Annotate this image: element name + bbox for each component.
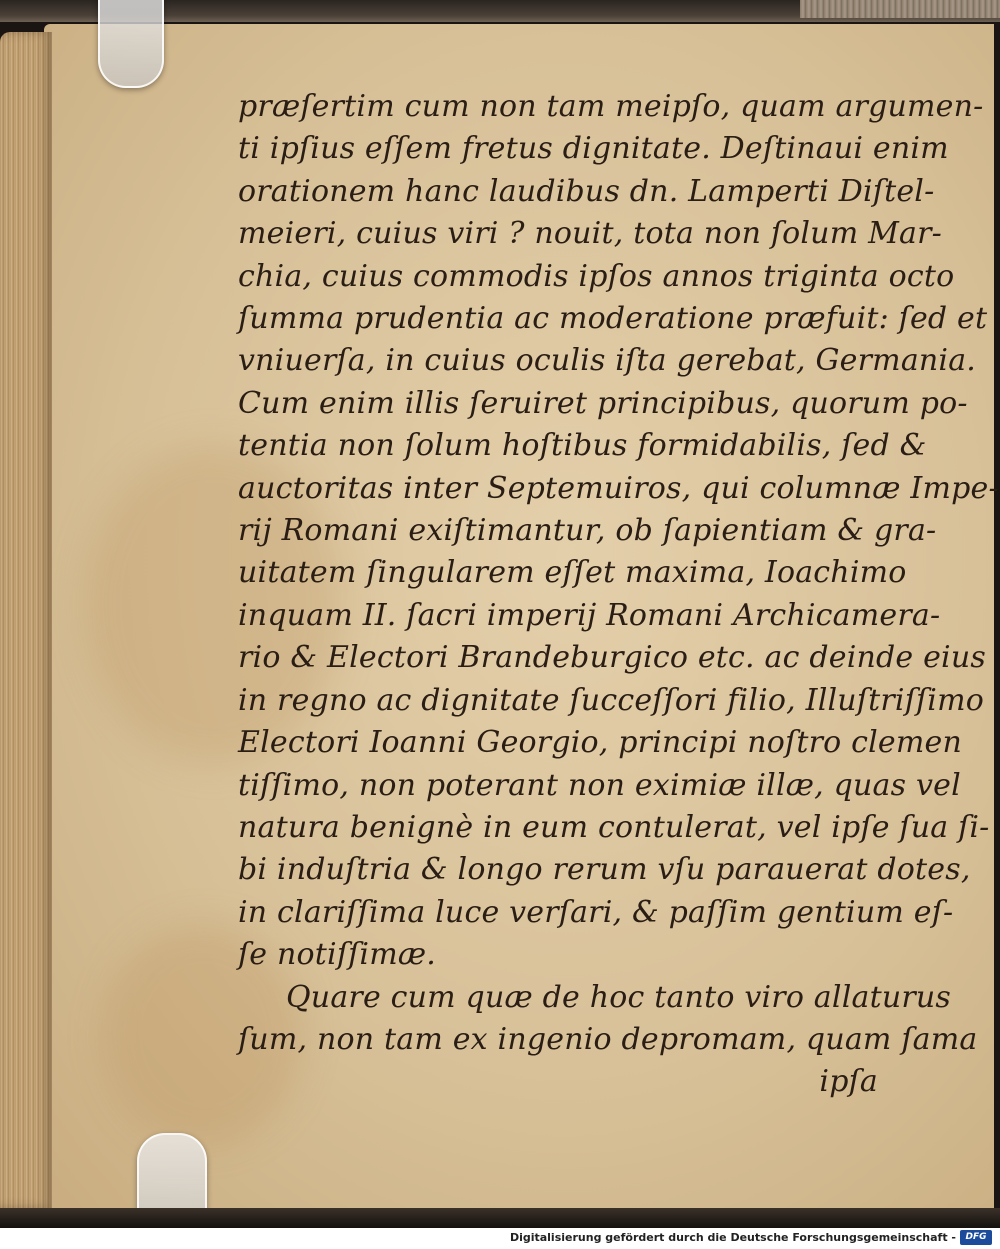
text-line: natura benignè in eum contulerat, vel ipſe ſua ſi- — [238, 809, 990, 845]
text-line: ſum, non tam ex ingenio depromam, quam ſama — [238, 1021, 978, 1057]
text-line: tentia non ſolum hoſtibus formidabilis, ſed & — [238, 428, 927, 464]
text-line: vniuerſa, in cuius oculis iſta gerebat, Germania. — [238, 343, 977, 379]
text-line: inquam II. ſacri imperij Romani Archicamera- — [238, 597, 941, 633]
text-line: rij Romani exiſtimantur, ob ſapientiam & gra- — [238, 513, 937, 549]
text-line: in regno ac dignitate ſucceſſori filio, Illuſtriſſimo — [238, 682, 985, 718]
text-line: ſumma prudentia ac moderatione præfuit: ſed et — [238, 301, 988, 337]
text-line: rio & Electori Brandeburgico etc. ac deinde eius — [238, 640, 986, 676]
printed-text — [238, 86, 999, 1104]
digitization-footer — [0, 1228, 1000, 1249]
book-spine-texture — [800, 0, 1000, 18]
text-line: orationem hanc laudibus dn. Lamperti Diſtel- — [238, 173, 935, 209]
text-line: bi induſtria & longo rerum vſu parauerat dotes, — [238, 852, 971, 888]
text-line: ſe notiſſimæ. — [238, 937, 437, 973]
catchword: ipſa — [819, 1064, 878, 1100]
text-line: auctoritas inter Septemuiros, qui columnæ Impe- — [238, 470, 999, 506]
text-line: ti ipſius eſſem fretus dignitate. Deſtinaui enim — [238, 131, 949, 167]
text-line: tiſſimo, non poterant non eximiæ illæ, quas vel — [238, 767, 961, 803]
text-line: in clariſſima luce verſari, & paſſim gentium eſ- — [238, 894, 954, 930]
text-line-indented: Quare cum quæ de hoc tanto viro allaturus — [286, 979, 952, 1015]
scanner-bed-edge — [0, 1208, 1000, 1228]
stacked-page-edges — [0, 32, 52, 1208]
dfg-logo-icon: DFG — [960, 1230, 992, 1245]
text-line: Electori Ioanni Georgio, principi noſtro clemen — [238, 725, 963, 761]
text-line: uitatem ſingularem eſſet maxima, Ioachimo — [238, 555, 907, 591]
funding-credit-text: Digitalisierung gefördert durch die Deutsche Forschungsgemeinschaft - — [509, 1231, 956, 1244]
top-page-clip — [98, 0, 164, 88]
text-line: chia, cuius commodis ipſos annos triginta octo — [238, 258, 955, 294]
text-line: meieri, cuius viri ? nouit, tota non ſolum Mar- — [238, 216, 942, 252]
text-line: præſertim cum non tam meipſo, quam argumen- — [238, 89, 984, 124]
text-line: Cum enim illis ſeruiret principibus, quorum po- — [238, 385, 968, 421]
